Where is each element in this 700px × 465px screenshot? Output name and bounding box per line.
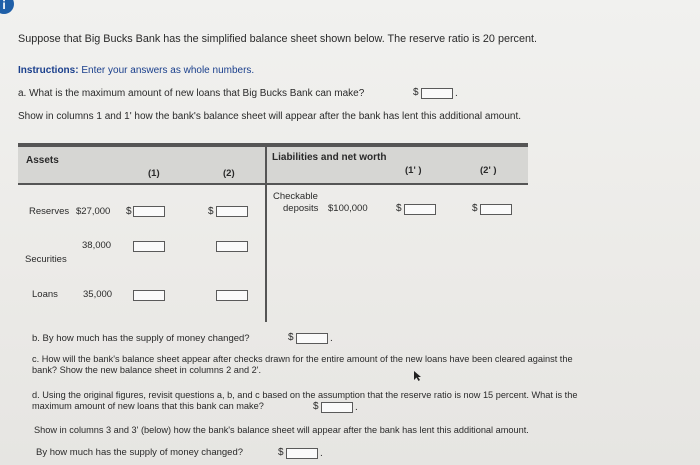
deposits-col1p-currency: $ <box>396 203 402 214</box>
max-loans-15-input[interactable] <box>321 402 353 413</box>
table-header-rule <box>18 183 528 185</box>
question-d-suffix: . <box>355 402 358 413</box>
show-columns-3-text: Show in columns 3 and 3' (below) how the bank's balance sheet will appear after the bank has lent this additional amount. <box>34 425 529 435</box>
cursor-icon <box>414 371 422 381</box>
reserves-col2-input[interactable] <box>216 206 248 217</box>
loans-label: Loans <box>32 289 58 300</box>
col-2p-header: (2' ) <box>480 165 497 176</box>
money-change-suffix: . <box>320 448 323 459</box>
reserves-col2-currency: $ <box>208 206 214 217</box>
intro-text: Suppose that Big Bucks Bank has the simplified balance sheet shown below. The reserve ratio is 20 percent. <box>18 33 537 45</box>
reserves-value: $27,000 <box>76 206 111 217</box>
loans-value: 35,000 <box>83 289 113 300</box>
liabilities-header: Liabilities and net worth <box>272 152 387 163</box>
info-icon[interactable]: i <box>0 0 14 14</box>
instructions-label: Instructions: <box>18 65 79 76</box>
question-a-text: a. What is the maximum amount of new loans that Big Bucks Bank can make? <box>18 88 365 99</box>
question-a-suffix: . <box>455 88 458 99</box>
loans-col2-input[interactable] <box>216 290 248 301</box>
assets-header: Assets <box>26 155 59 166</box>
checkable-label-1: Checkable <box>273 191 318 202</box>
reserves-col1-input[interactable] <box>133 206 165 217</box>
deposits-col2p-input[interactable] <box>480 204 512 215</box>
reserves-col1-currency: $ <box>126 206 132 217</box>
securities-value: 38,000 <box>82 240 112 251</box>
table-divider <box>265 147 267 322</box>
question-d-line1: d. Using the original figures, revisit questions a, b, and c based on the assumption that the reserve ratio is now 15 percent. What is the <box>32 390 578 400</box>
money-change-text: By how much has the supply of money changed? <box>36 447 244 458</box>
money-change-currency: $ <box>278 447 284 458</box>
question-d-currency: $ <box>313 401 319 412</box>
securities-col2-input[interactable] <box>216 241 248 252</box>
deposits-col1p-input[interactable] <box>404 204 436 215</box>
securities-label: Securities <box>25 254 67 265</box>
max-loans-input[interactable] <box>421 88 453 99</box>
show-columns-1-text: Show in columns 1 and 1' how the bank's balance sheet will appear after the bank has lent this additional amount. <box>18 111 522 122</box>
question-c-line2: bank? Show the new balance sheet in columns 2 and 2'. <box>32 365 262 375</box>
instructions <box>18 65 254 76</box>
checkable-label-2: deposits <box>283 203 319 214</box>
loans-col1-input[interactable] <box>133 290 165 301</box>
question-d-line2: maximum amount of new loans that this bank can make? <box>32 401 264 411</box>
question-c-line1: c. How will the bank's balance sheet appear after checks drawn for the entire amount of the new loans have been cleared against the <box>32 354 573 364</box>
money-change-15-input[interactable] <box>286 448 318 459</box>
question-b-currency: $ <box>288 332 294 343</box>
checkable-value: $100,000 <box>328 203 368 214</box>
col-2-header: (2) <box>223 168 235 179</box>
money-supply-change-input[interactable] <box>296 333 328 344</box>
col-1-header: (1) <box>148 168 160 179</box>
securities-col1-input[interactable] <box>133 241 165 252</box>
question-b-suffix: . <box>330 333 333 344</box>
deposits-col2p-currency: $ <box>472 203 478 214</box>
instructions-text: Enter your answers as whole numbers. <box>81 65 255 76</box>
question-b-text: b. By how much has the supply of money changed? <box>32 333 250 344</box>
question-a-currency: $ <box>413 87 419 98</box>
reserves-label: Reserves <box>29 206 70 217</box>
col-1p-header: (1' ) <box>405 165 422 176</box>
